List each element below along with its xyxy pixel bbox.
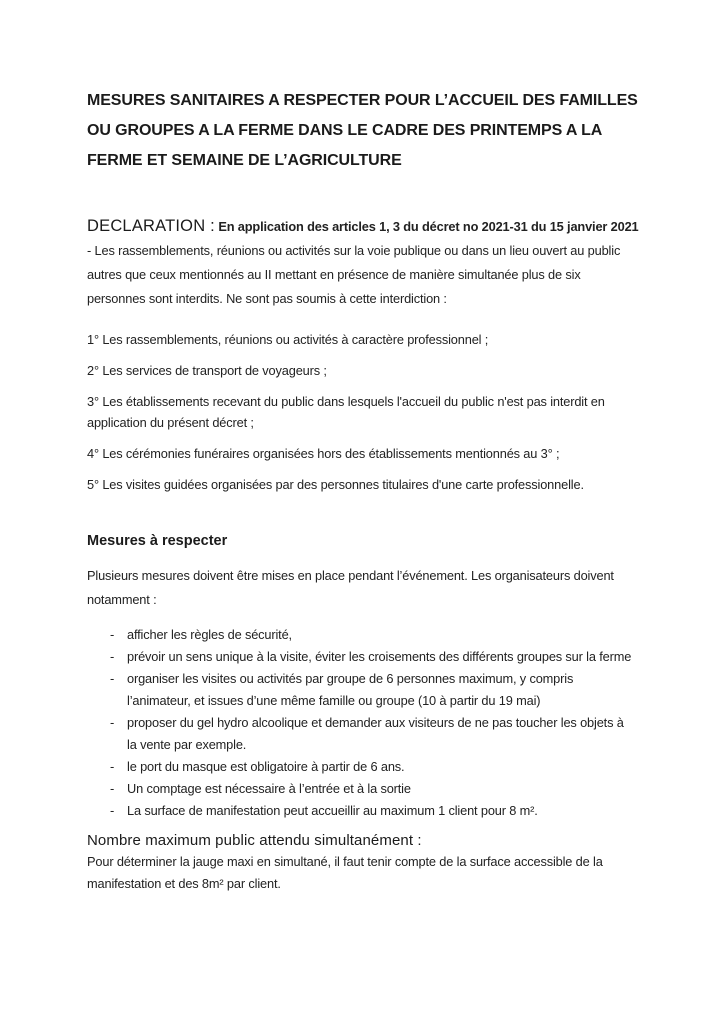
measure-item: - La surface de manifestation peut accueillir au maximum 1 client pour 8 m².: [87, 800, 635, 822]
exception-item: 2° Les services de transport de voyageurs ;: [87, 363, 327, 378]
exceptions-list: [87, 329, 642, 495]
measure-item: - prévoir un sens unique à la visite, éviter les croisements des différents groupes sur la ferme: [87, 646, 635, 668]
capacity-paragraph: Pour déterminer la jauge maxi en simultané, il faut tenir compte de la surface accessible de la manifestation et des 8m² par client.: [87, 854, 603, 891]
measure-item: - le port du masque est obligatoire à partir de 6 ans.: [87, 756, 635, 778]
document-title-line: OU GROUPES A LA FERME DANS LE CADRE DES PRINTEMPS A LA: [87, 122, 603, 139]
measures-heading: Mesures à respecter: [87, 533, 228, 549]
measures-list: [87, 624, 635, 822]
declaration-body: - Les rassemblements, réunions ou activités sur la voie publique ou dans un lieu ouvert au public autres que ceux mentionnés au II mettant en présence de manière simultanée plus de six personnes sont interdits. Ne sont pas soumis à cette interdiction :: [87, 243, 621, 306]
exception-item: 4° Les cérémonies funéraires organisées hors des établissements mentionnés au 3° ;: [87, 446, 560, 461]
document-title-line: MESURES SANITAIRES A RESPECTER POUR L’ACCUEIL DES FAMILLES: [87, 92, 638, 109]
measure-item: - organiser les visites ou activités par groupe de 6 personnes maximum, y compris l’animateur, et issues d’une même famille ou groupe (10 à partir du 19 mai): [87, 668, 635, 712]
declaration-label: DECLARATION :: [87, 217, 215, 235]
exception-item: 3° Les établissements recevant du public dans lesquels l'accueil du public n'est pas interdit en application du présent décret ;: [87, 394, 605, 430]
exception-item: 1° Les rassemblements, réunions ou activités à caractère professionnel ;: [87, 332, 489, 347]
measure-item: - afficher les règles de sécurité,: [87, 624, 635, 646]
declaration-paragraph: [87, 214, 642, 311]
measures-intro: Plusieurs mesures doivent être mises en place pendant l’événement. Les organisateurs doivent notamment :: [87, 568, 614, 607]
capacity-heading: Nombre maximum public attendu simultanément :: [87, 832, 422, 849]
measure-item: - Un comptage est nécessaire à l’entrée et à la sortie: [87, 778, 635, 800]
document-title-line: FERME ET SEMAINE DE L’AGRICULTURE: [87, 152, 402, 169]
declaration-lead: En application des articles 1, 3 du décret no 2021-31 du 15 janvier 2021: [218, 219, 639, 234]
exception-item: 5° Les visites guidées organisées par des personnes titulaires d'une carte professionnelle.: [87, 477, 584, 492]
document-title: [87, 86, 642, 176]
measure-item: - proposer du gel hydro alcoolique et demander aux visiteurs de ne pas toucher les objets à la vente par exemple.: [87, 712, 635, 756]
